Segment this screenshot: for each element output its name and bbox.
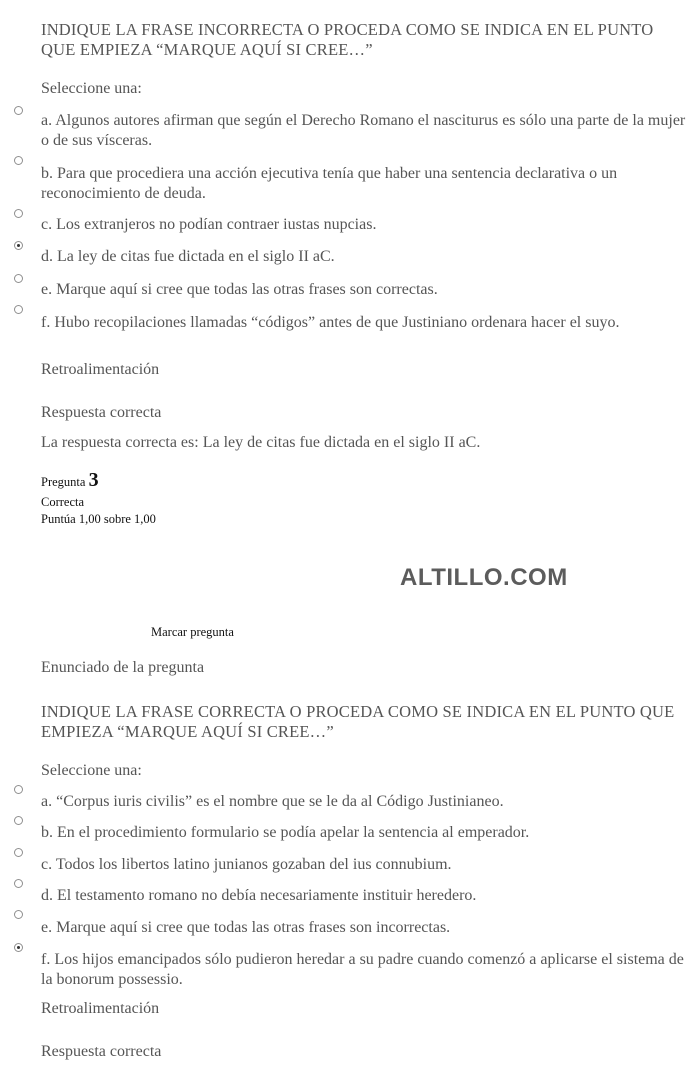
option-c-label[interactable]: c. Los extranjeros no podían contraer iustas nupcias. <box>41 216 377 233</box>
option-c-label[interactable]: c. Todos los libertos latino junianos gozaban del ius connubium. <box>41 856 452 873</box>
question-label: Pregunta <box>41 475 86 489</box>
select-one-label: Seleccione una: <box>41 762 142 779</box>
question-2-prompt: INDIQUE LA FRASE INCORRECTA O PROCEDA COMO SE INDICA EN EL PUNTO QUE EMPIEZA “MARQUE AQUÍ SI CREE…” <box>41 20 654 59</box>
correct-answer-heading: Respuesta correcta <box>41 1043 162 1060</box>
radio-button[interactable] <box>14 879 23 888</box>
radio-button[interactable] <box>14 106 23 115</box>
question-statement-heading: Enunciado de la pregunta <box>41 659 205 676</box>
radio-button[interactable] <box>14 848 23 857</box>
feedback-heading: Retroalimentación <box>41 1000 160 1017</box>
radio-button[interactable] <box>14 910 23 919</box>
correct-answer-text: La respuesta correcta es: La ley de citas fue dictada en el siglo II aC. <box>41 434 481 451</box>
option-e-label[interactable]: e. Marque aquí si cree que todas las otras frases son correctas. <box>41 281 438 298</box>
select-one-label: Seleccione una: <box>41 80 142 97</box>
radio-button[interactable] <box>14 305 23 314</box>
option-d-label[interactable]: d. El testamento romano no debía necesariamente instituir heredero. <box>41 887 477 904</box>
radio-button[interactable] <box>14 274 23 283</box>
option-a-label[interactable]: a. “Corpus iuris civilis” es el nombre que se le da al Código Justinianeo. <box>41 793 504 810</box>
radio-button-selected[interactable] <box>14 241 23 250</box>
question-number-value: 3 <box>88 469 99 491</box>
option-a-label[interactable]: a. Algunos autores afirman que según el Derecho Romano el nasciturus es sólo una parte de la mujer o de sus vísceras. <box>41 112 686 149</box>
option-e-label[interactable]: e. Marque aquí si cree que todas las otras frases son incorrectas. <box>41 919 451 936</box>
radio-button[interactable] <box>14 209 23 218</box>
radio-button[interactable] <box>14 785 23 794</box>
radio-button-selected[interactable] <box>14 943 23 952</box>
question-score: Puntúa 1,00 sobre 1,00 <box>41 512 156 526</box>
option-f-label[interactable]: f. Hubo recopilaciones llamadas “códigos” antes de que Justiniano ordenara hacer el suyo. <box>41 314 620 331</box>
question-3-prompt: INDIQUE LA FRASE CORRECTA O PROCEDA COMO SE INDICA EN EL PUNTO QUE EMPIEZA “MARQUE AQUÍ SI CREE…” <box>41 702 675 741</box>
feedback-heading: Retroalimentación <box>41 361 160 378</box>
radio-button[interactable] <box>14 816 23 825</box>
correct-answer-heading: Respuesta correcta <box>41 404 162 421</box>
flag-question-link[interactable]: Marcar pregunta <box>151 625 234 639</box>
option-b-label[interactable]: b. En el procedimiento formulario se podía apelar la sentencia al emperador. <box>41 824 530 841</box>
question-status: Correcta <box>41 495 85 509</box>
altillo-watermark-logo: ALTILLO.COM <box>400 564 568 591</box>
question-number <box>41 469 99 491</box>
option-d-label[interactable]: d. La ley de citas fue dictada en el siglo II aC. <box>41 248 335 265</box>
radio-button[interactable] <box>14 156 23 165</box>
option-b-label[interactable]: b. Para que procediera una acción ejecutiva tenía que haber una sentencia declarativa o un reconocimiento de deuda. <box>41 165 618 202</box>
option-f-label[interactable]: f. Los hijos emancipados sólo pudieron heredar a su padre cuando comenzó a aplicarse el sistema de la bonorum possessio. <box>41 951 684 988</box>
